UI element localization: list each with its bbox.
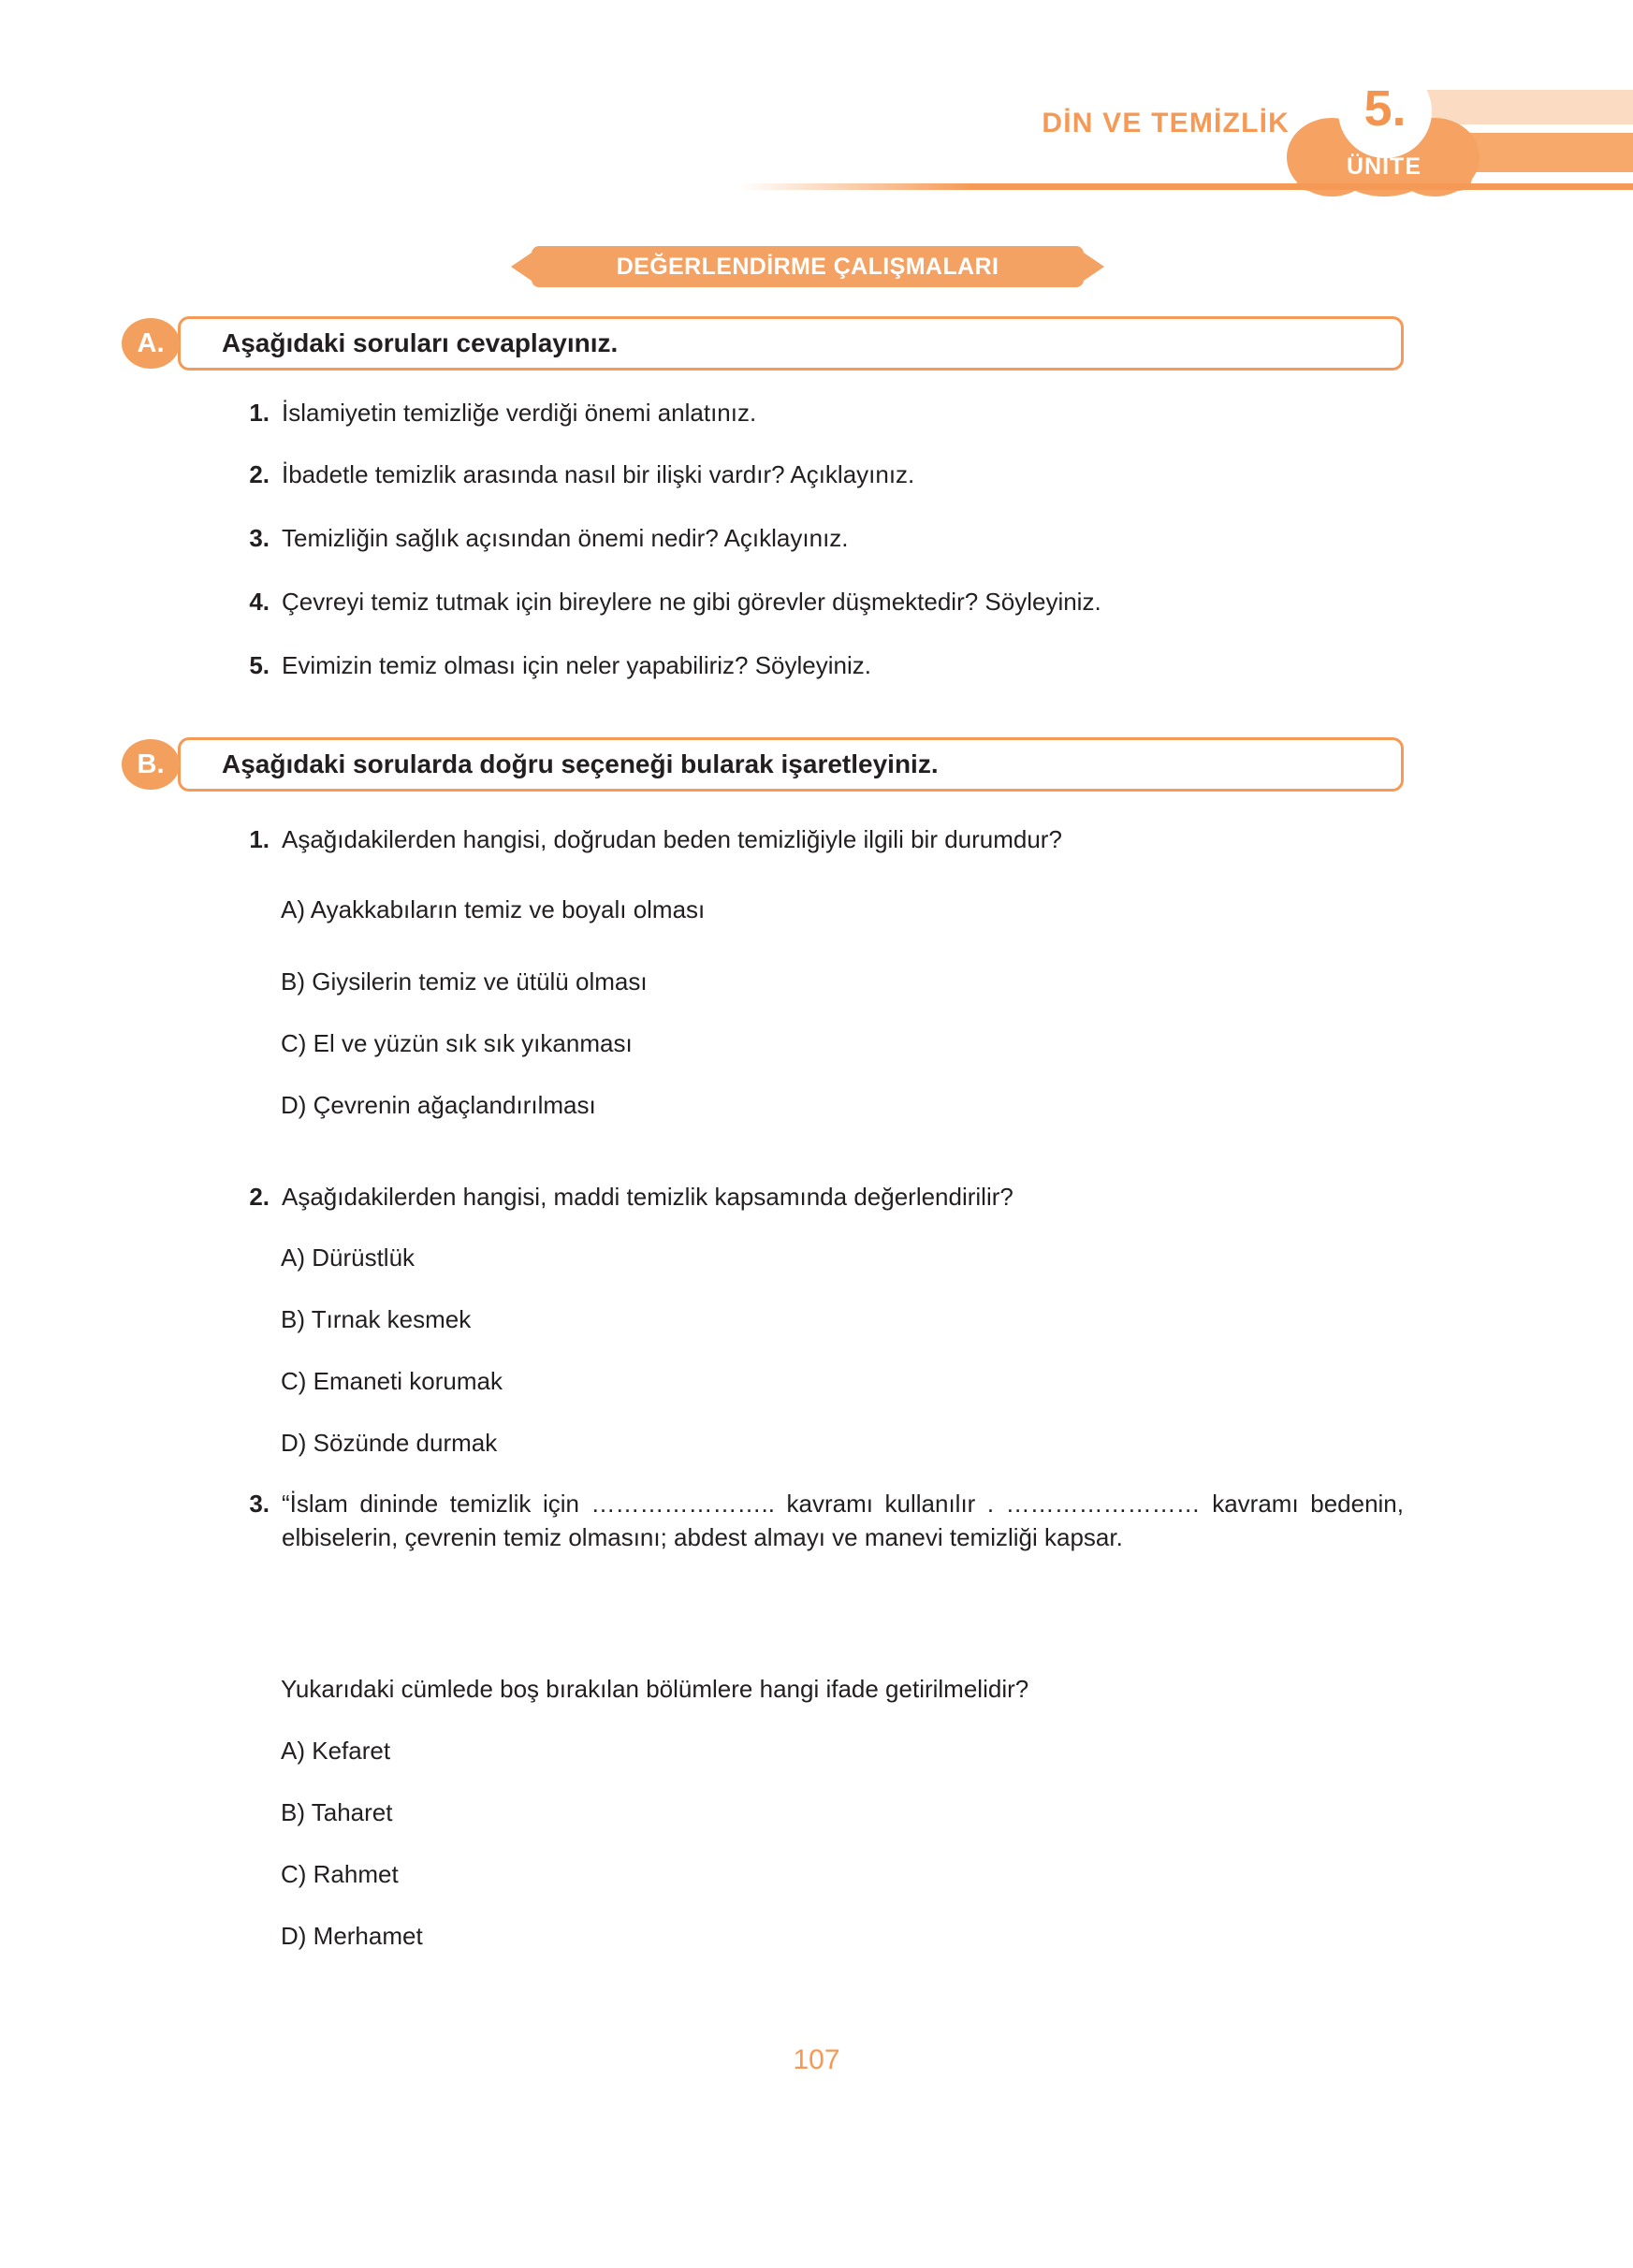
section-a-question-5 xyxy=(234,649,1451,683)
question-text: İslamiyetin temizliğe verdiği önemi anlatınız. xyxy=(282,399,757,427)
section-b-letter: B. xyxy=(122,739,180,790)
question-number: 5. xyxy=(249,651,270,679)
section-a-question-1 xyxy=(234,397,1451,430)
section-b-question-2 xyxy=(234,1181,1469,1214)
section-b-question-1 xyxy=(234,823,1469,857)
question-text: Çevreyi temiz tutmak için bireylere ne gibi görevler düşmektedir? Söyleyiniz. xyxy=(282,588,1101,616)
evaluation-banner xyxy=(532,246,1084,287)
unit-word-label: ÜNİTE xyxy=(1347,153,1422,180)
evaluation-banner-label: DEĞERLENDİRME ÇALIŞMALARI xyxy=(616,253,999,280)
question-text: Aşağıdakilerden hangisi, doğrudan beden temizliğiyle ilgili bir durumdur? xyxy=(282,825,1062,853)
question-text: İbadetle temizlik arasında nasıl bir ilişki vardır? Açıklayınız. xyxy=(282,460,915,488)
page-number: 107 xyxy=(793,2044,840,2075)
section-a-question-4 xyxy=(234,586,1451,619)
option-c[interactable]: C) El ve yüzün sık sık yıkanması xyxy=(281,1029,633,1057)
question-number: 3. xyxy=(249,1490,270,1518)
option-d[interactable]: D) Sözünde durmak xyxy=(281,1429,498,1457)
option-b[interactable]: B) Tırnak kesmek xyxy=(281,1305,472,1333)
question-number: 4. xyxy=(249,588,270,616)
question-number: 3. xyxy=(249,524,270,552)
question-number: 2. xyxy=(249,460,270,488)
option-b[interactable]: B) Taharet xyxy=(281,1798,393,1826)
option-c[interactable]: C) Emaneti korumak xyxy=(281,1367,503,1395)
question-number: 2. xyxy=(249,1183,270,1211)
option-c[interactable]: C) Rahmet xyxy=(281,1860,399,1888)
question-text: “İslam dininde temizlik için ………………….. kavramı kullanılır . …………………… kavramı bedenin, elbiselerin, çevrenin temiz olmasını; abdest almayı ve manevi temizliği kapsar. xyxy=(282,1490,1404,1551)
option-a[interactable]: A) Ayakkabıların temiz ve boyalı olması xyxy=(281,895,706,923)
question-3-prompt: Yukarıdaki cümlede boş bırakılan bölümlere hangi ifade getirilmelidir? xyxy=(281,1675,1029,1703)
section-a-header xyxy=(122,316,1404,372)
option-a[interactable]: A) Kefaret xyxy=(281,1737,391,1765)
unit-title: DİN VE TEMİZLİK xyxy=(1042,108,1290,138)
unit-number-circle xyxy=(1342,68,1428,154)
section-a-letter: A. xyxy=(122,318,180,369)
unit-number: 5. xyxy=(1363,80,1407,137)
evaluation-banner-wrap xyxy=(0,246,1633,287)
question-text: Aşağıdakilerden hangisi, maddi temizlik kapsamında değerlendirilir? xyxy=(282,1183,1013,1211)
option-b[interactable]: B) Giysilerin temiz ve ütülü olması xyxy=(281,967,648,996)
section-b-header xyxy=(122,737,1404,793)
header-rule xyxy=(739,183,1633,190)
section-a-title: Aşağıdaki soruları cevaplayınız. xyxy=(222,328,619,357)
section-b-title: Aşağıdaki sorularda doğru seçeneği bularak işaretleyiniz. xyxy=(222,749,939,778)
question-number: 1. xyxy=(249,825,270,853)
option-a[interactable]: A) Dürüstlük xyxy=(281,1243,416,1272)
section-b-question-3 xyxy=(234,1488,1404,1555)
question-text: Temizliğin sağlık açısından önemi nedir? Açıklayınız. xyxy=(282,524,849,552)
option-d[interactable]: D) Çevrenin ağaçlandırılması xyxy=(281,1091,596,1119)
question-number: 1. xyxy=(249,399,270,427)
section-a-question-3 xyxy=(234,522,1451,556)
section-a-question-2 xyxy=(234,458,1451,492)
unit-header xyxy=(0,0,1633,215)
option-d[interactable]: D) Merhamet xyxy=(281,1922,423,1950)
question-text: Evimizin temiz olması için neler yapabiliriz? Söyleyiniz. xyxy=(282,651,871,679)
